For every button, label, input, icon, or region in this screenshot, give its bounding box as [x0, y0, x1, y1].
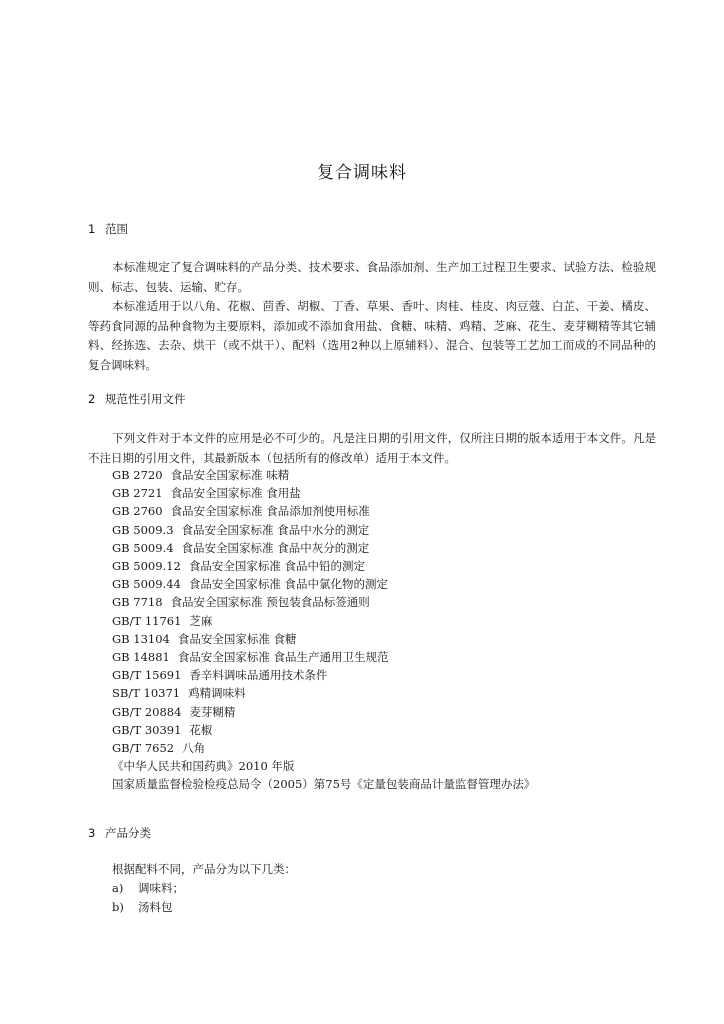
- reference-code: GB 5009.12: [112, 559, 181, 574]
- reference-item: [112, 666, 535, 684]
- section-title: 范围: [105, 222, 128, 236]
- scope-paragraph-2: 本标准适用于以八角、花椒、茴香、胡椒、丁香、草果、香叶、肉桂、桂皮、肉豆蔻、白芷、干姜、橘皮、等药食同源的品种食物为主要原料，添加或不添加食用盐、食糖、味精、鸡精、芝麻、花生、麦芽糊精等其它辅料、经拣选、去杂、烘干（或不烘干）、配料（选用2种以上原辅料）、混合、包装等工艺加工而成的不同品种的复合调味料。: [88, 299, 656, 372]
- reference-code: GB 7718: [112, 595, 163, 610]
- reference-code: GB 13104: [112, 631, 170, 646]
- reference-item: [112, 630, 535, 648]
- classification-list: [112, 879, 184, 917]
- section-title: 产品分类: [105, 826, 151, 840]
- section-heading-scope: [88, 221, 128, 237]
- section-number: 1: [88, 222, 96, 236]
- reference-name: 食品安全国家标准 食品生产通用卫生规范: [177, 650, 389, 665]
- list-text: 汤料包: [138, 900, 173, 914]
- reference-code: GB/T 7652: [112, 741, 175, 756]
- reference-name: 花椒: [189, 722, 213, 737]
- reference-name: 芝麻: [189, 613, 213, 628]
- reference-name: 麦芽糊精: [189, 704, 236, 719]
- list-item: [112, 898, 184, 917]
- reference-code: GB 5009.4: [112, 540, 174, 555]
- list-text: 调味料；: [138, 881, 184, 895]
- reference-name: 八角: [182, 741, 206, 756]
- reference-item: [112, 612, 535, 630]
- reference-name: 香辛料调味品通用技术条件: [189, 668, 328, 683]
- reference-name: 食品安全国家标准 食品中铅的测定: [188, 559, 366, 574]
- section-number: 3: [88, 826, 96, 840]
- reference-code: GB 14881: [112, 650, 170, 665]
- reference-name: 食品安全国家标准 预包装食品标签通则: [170, 595, 370, 610]
- reference-code: GB 2720: [112, 468, 163, 482]
- reference-name: 鸡精调味料: [188, 686, 246, 701]
- section-number: 2: [88, 392, 96, 406]
- reference-code: GB/T 15691: [112, 668, 182, 683]
- reference-name: 食品安全国家标准 食品中灰分的测定: [181, 540, 370, 555]
- reference-item: [112, 648, 535, 666]
- reference-item: [112, 593, 535, 611]
- reference-code: GB 2721: [112, 486, 163, 501]
- reference-name: 食品安全国家标准 食品中水分的测定: [181, 522, 370, 537]
- reference-code: SB/T 10371: [112, 686, 181, 701]
- reference-item: [112, 557, 535, 575]
- section-heading-classification: [88, 825, 151, 841]
- refs-intro: 下列文件对于本文件的应用是必不可少的。凡是注日期的引用文件，仅所注日期的版本适用于本文件。凡是不注日期的引用文件，其最新版本（包括所有的修改单）适用于本文件。: [88, 431, 656, 465]
- reference-item: [112, 539, 535, 557]
- reference-item: [112, 739, 535, 757]
- document-title: 复合调味料: [317, 163, 407, 183]
- reference-item: [112, 684, 535, 702]
- reference-code: GB/T 20884: [112, 704, 182, 719]
- reference-name: 食品安全国家标准 味精: [170, 468, 290, 482]
- reference-item: [112, 775, 535, 793]
- scope-paragraph-1: 本标准规定了复合调味料的产品分类、技术要求、食品添加剂、生产加工过程卫生要求、试验方法、检验规则、标志、包装、运输、贮存。: [88, 260, 656, 294]
- reference-code: GB/T 30391: [112, 722, 182, 737]
- reference-name: 食品安全国家标准 食品添加剂使用标准: [170, 504, 370, 519]
- section-title: 规范性引用文件: [105, 392, 186, 406]
- section-heading-refs: [88, 391, 186, 407]
- reference-code: GB 5009.44: [112, 577, 181, 592]
- reference-item: [112, 484, 535, 502]
- reference-list: [112, 466, 535, 794]
- classification-intro: 根据配料不同，产品分为以下几类：: [112, 862, 296, 876]
- reference-name: 《中华人民共和国药典》2010 年版: [112, 759, 295, 774]
- list-marker: b): [112, 900, 124, 914]
- reference-item: [112, 721, 535, 739]
- reference-code: GB 5009.3: [112, 522, 174, 537]
- list-item: [112, 879, 184, 898]
- reference-item: [112, 521, 535, 539]
- reference-name: 国家质量监督检验检疫总局令（2005）第75号《定量包装商品计量监督管理办法》: [112, 777, 536, 792]
- list-marker: a): [112, 881, 124, 895]
- reference-code: GB 2760: [112, 504, 163, 519]
- reference-item: [112, 575, 535, 593]
- reference-item: [112, 466, 535, 484]
- reference-item: [112, 502, 535, 520]
- reference-name: 食品安全国家标准 食用盐: [170, 486, 301, 501]
- reference-name: 食品安全国家标准 食品中氯化物的测定: [188, 577, 389, 592]
- reference-item: [112, 703, 535, 721]
- reference-name: 食品安全国家标准 食糖: [177, 631, 297, 646]
- reference-code: GB/T 11761: [112, 613, 182, 628]
- reference-item: [112, 757, 535, 775]
